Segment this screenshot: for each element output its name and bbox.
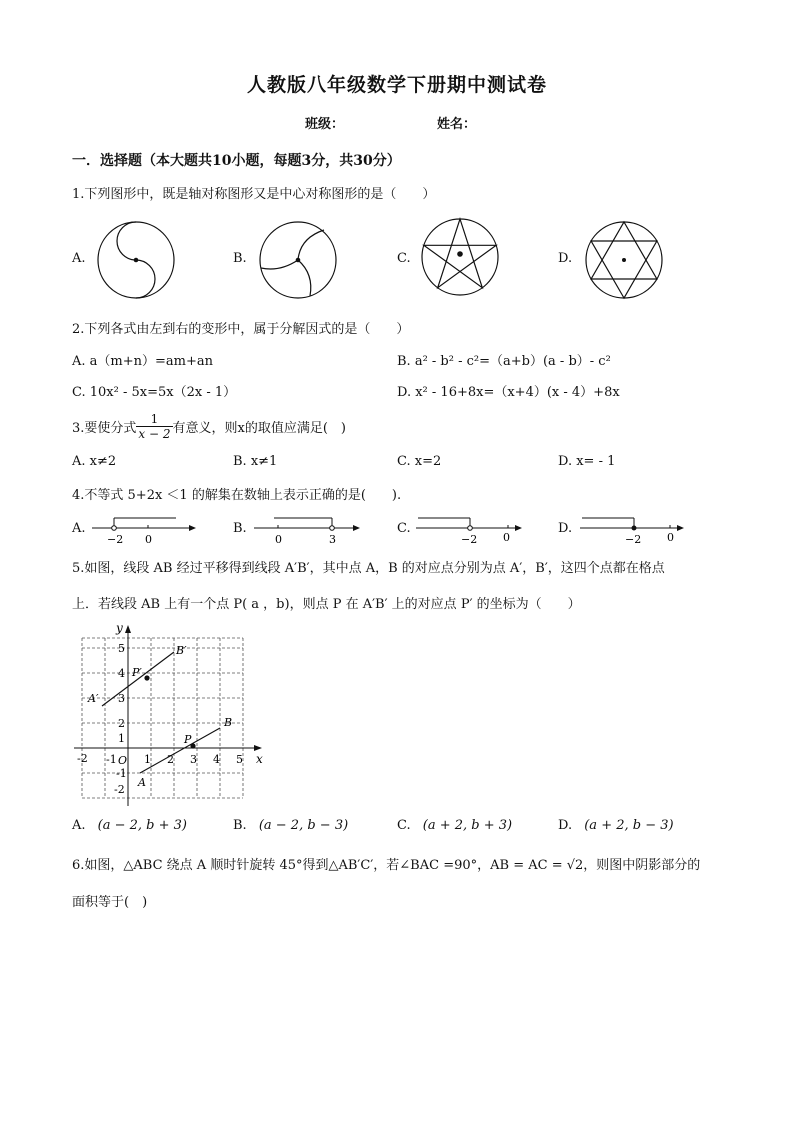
q1-figure-d [584,220,664,300]
q4c-tick-label-0: 0 [503,531,510,544]
q5-coordinate-figure [74,622,274,808]
q4a-tick-label-neg2: −2 [107,533,124,546]
q5-option-b [233,818,348,833]
q3-option-c: C. x=2 [397,454,442,469]
q3-fraction-numerator: 1 [136,412,172,427]
q5-option-b-value: (a − 2, b − 3) [258,818,349,833]
q5-option-c-label: C. [397,818,411,833]
q5-xtick-2: 2 [167,753,174,766]
q3-fraction-denominator: x − 2 [138,426,171,441]
q5-ytick-2: 2 [118,717,125,730]
q5-option-c-value: (a + 2, b + 3) [422,818,513,833]
section-heading: 一．选择题（本大题共10小题，每题3分，共30分） [72,153,401,169]
q5-xtick-4: 4 [213,753,220,766]
q5-ytick-neg1: -1 [116,767,127,780]
q5-xtick-3: 3 [190,753,197,766]
q5-point-p-prime-label: P′ [132,666,142,679]
question-5-line-1: 5.如图，线段 AB 经过平移得到线段 A′B′，其中点 A，B 的对应点分别为点 A′，B′，这四个点都在格点 [72,561,665,576]
q5-ytick-5: 5 [118,642,125,655]
q4c-tick-label-neg2: −2 [461,533,478,546]
class-label: 班级： [305,117,345,132]
q4b-tick-label-3: 3 [329,533,336,546]
question-6-line-2: 面积等于( ) [72,895,148,910]
q1-option-c-label: C. [397,251,411,266]
q5-option-a [72,818,187,833]
q5-option-d-label: D. [558,818,573,833]
q4-option-c-label: C. [397,521,411,536]
q5-option-d-value: (a + 2, b − 3) [584,818,674,833]
q4-option-a-label: A. [72,521,86,536]
q3-option-a: A. x≠2 [72,454,117,469]
q4a-tick-label-0: 0 [145,533,152,546]
q4-option-d-label: D. [558,521,573,536]
q2-option-a: A. a（m+n）=am+an [72,354,213,369]
q1-option-d-label: D. [558,251,573,266]
q2-option-b: B. a² - b² - c²=（a+b）(a - b）- c² [397,354,611,369]
page-title: 人教版八年级数学下册期中测试卷 [246,74,547,96]
q5-point-b-prime-label: B′ [176,644,187,657]
q4-option-b-label: B. [233,521,247,536]
q4b-tick-label-0: 0 [275,533,282,546]
q5-point-a-label: A [138,776,146,789]
q5-point-a-prime-label: A′ [88,692,99,705]
question-5-line-2: 上．若线段 AB 上有一个点 P( a ，b)，则点 P 在 A′B′ 上的对应点 P′ 的坐标为（ ） [72,597,581,612]
q4d-tick-label-0: 0 [667,531,674,544]
question-3-stem [72,406,346,446]
q1-figure-b [258,220,338,300]
q2-option-c: C. 10x² - 5x=5x（2x - 1） [72,385,237,400]
q1-figure-a [96,220,176,300]
q5-origin-label: O [118,754,128,767]
q5-option-a-value: (a − 2, b + 3) [97,818,188,833]
q5-point-p-label: P [184,733,192,746]
q1-figure-c [420,217,500,297]
q5-xtick-5: 5 [236,753,243,766]
q5-ytick-3: 3 [118,692,125,705]
q4-number-line-a [90,508,200,546]
q5-xtick-1: 1 [144,753,151,766]
q5-axis-y-label: y [116,622,123,635]
q4-number-line-d [578,508,690,546]
q2-option-d: D. x² - 16+8x=（x+4）(x - 4）+8x [397,385,620,400]
q5-ytick-1: 1 [118,732,125,745]
q5-point-b-label: B [224,716,233,729]
question-6-line-1: 6.如图，△ABC 绕点 A 顺时针旋转 45°得到△AB′C′，若∠BAC =90°，AB = AC = √2，则图中阴影部分的 [72,858,701,873]
q3-fraction [136,412,172,441]
q5-xtick-neg2: -2 [77,752,88,765]
q5-xtick-neg1: -1 [106,753,117,766]
question-1-stem: 1.下列图形中，既是轴对称图形又是中心对称图形的是（ ） [72,187,436,202]
q3-stem-post: 有意义，则x的取值应满足( ) [172,420,346,436]
question-2-stem: 2.下列各式由左到右的变形中，属于分解因式的是（ ） [72,322,410,337]
q5-axis-x-label: x [256,752,263,766]
q3-option-b: B. x≠1 [233,454,278,469]
name-label: 姓名： [437,117,477,132]
q5-option-b-label: B. [233,818,247,833]
q4d-tick-label-neg2: −2 [625,533,642,546]
q3-stem-pre: 3.要使分式 [72,420,137,436]
q5-option-c [397,818,512,833]
q4-number-line-c [414,508,526,546]
q1-option-a-label: A. [72,251,86,266]
q4-number-line-b [252,508,364,546]
question-4-stem: 4.不等式 5+2x ＜1 的解集在数轴上表示正确的是( ). [72,488,402,503]
q3-option-d: D. x= - 1 [558,454,616,469]
q5-ytick-4: 4 [118,667,125,680]
q5-ytick-neg2: -2 [114,783,125,796]
q5-option-d [558,818,674,833]
q5-option-a-label: A. [72,818,86,833]
q1-option-b-label: B. [233,251,247,266]
